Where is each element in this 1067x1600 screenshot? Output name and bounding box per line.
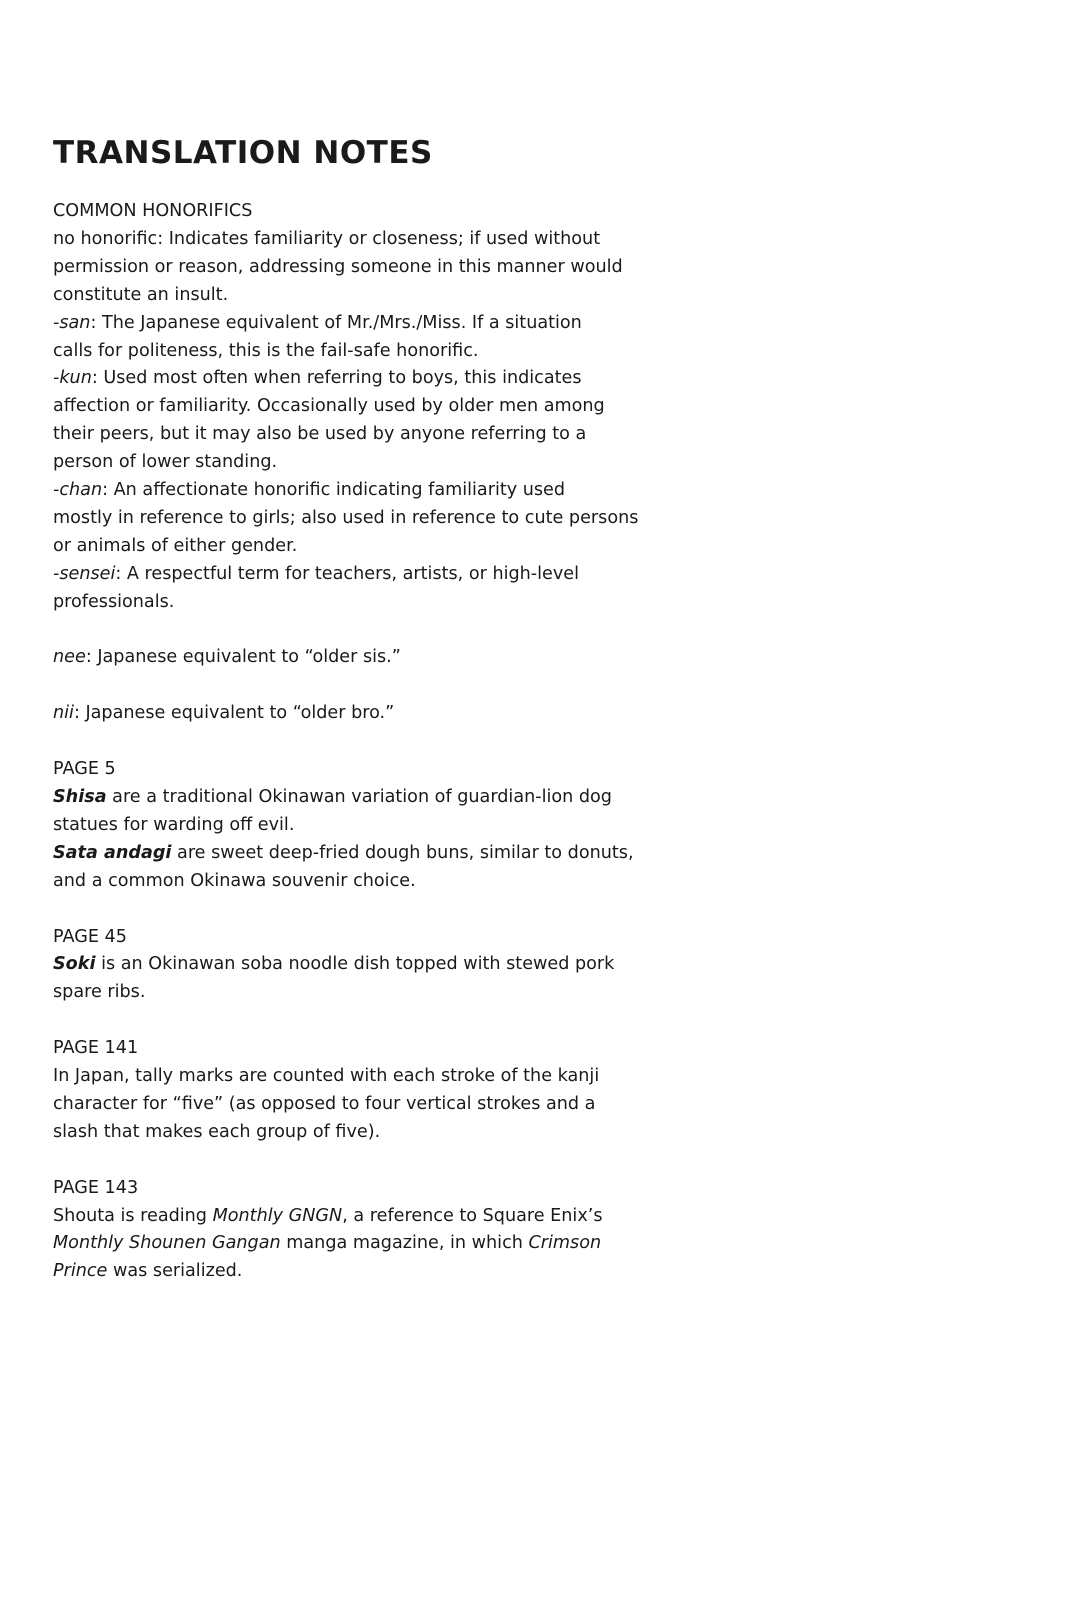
san-line-1 <box>53 310 693 338</box>
section-heading: PAGE 143 <box>53 1177 139 1198</box>
nii-note <box>53 700 693 728</box>
page-143-section <box>53 1175 693 1287</box>
shisa-line-1 <box>53 784 693 812</box>
nii-line <box>53 700 693 728</box>
page-title: TRANSLATION NOTES <box>53 135 433 171</box>
tally-line-2: character for “five” (as opposed to four vertical strokes and a <box>53 1093 596 1114</box>
gngn-line-1 <box>53 1203 693 1231</box>
page-5-section <box>53 756 693 896</box>
kun-line-3: their peers, but it may also be used by anyone referring to a <box>53 424 587 445</box>
kun-line-4: person of lower standing. <box>53 452 278 473</box>
chan-line-1 <box>53 477 693 505</box>
nee-note <box>53 644 693 672</box>
tally-line-1: In Japan, tally marks are counted with each stroke of the kanji <box>53 1066 600 1087</box>
gngn-text-a: Shouta is reading <box>53 1205 213 1226</box>
no-honorific-line-3: constitute an insult. <box>53 284 229 305</box>
chan-text-1: : An affectionate honorific indicating familiarity used <box>102 480 566 501</box>
page-45-section <box>53 924 693 1008</box>
kun-line-2: affection or familiarity. Occasionally used by older men among <box>53 396 605 417</box>
no-honorific-line-1: no honorific: Indicates familiarity or closeness; if used without <box>53 228 601 249</box>
spacer <box>53 1007 693 1035</box>
page-141-section <box>53 1035 693 1147</box>
gngn-line-2 <box>53 1230 693 1258</box>
shisa-text-1: are a traditional Okinawan variation of guardian-lion dog <box>106 786 612 807</box>
crimson-title-b: Prince <box>53 1261 108 1282</box>
chan-line-2: mostly in reference to girls; also used in reference to cute persons <box>53 507 639 528</box>
gngn-title: Monthly GNGN <box>212 1205 343 1226</box>
no-honorific-line-2: permission or reason, addressing someone in this manner would <box>53 256 623 277</box>
spacer <box>53 672 693 700</box>
nii-term: nii <box>53 703 74 724</box>
section-heading: PAGE 5 <box>53 759 116 780</box>
honorifics-section <box>53 198 693 617</box>
kun-term: -kun <box>53 368 92 389</box>
sata-term: Sata andagi <box>53 842 172 863</box>
san-term: -san <box>53 312 91 333</box>
chan-line-3: or animals of either gender. <box>53 535 298 556</box>
spacer <box>53 896 693 924</box>
gngn-text-e: was serialized. <box>107 1261 243 1282</box>
san-text-1: : The Japanese equivalent of Mr./Mrs./Miss. If a situation <box>90 312 582 333</box>
kun-line-1 <box>53 365 693 393</box>
sata-text-1: are sweet deep-fried dough buns, similar to donuts, <box>171 842 634 863</box>
section-heading: PAGE 141 <box>53 1038 139 1059</box>
soki-term: Soki <box>53 954 96 975</box>
sensei-text-1: : A respectful term for teachers, artists, or high-level <box>115 563 579 584</box>
sata-line-1 <box>53 840 693 868</box>
nee-line <box>53 644 693 672</box>
nii-text: : Japanese equivalent to “older bro.” <box>73 703 395 724</box>
soki-text-1: is an Okinawan soba noodle dish topped with stewed pork <box>95 954 615 975</box>
nee-term: nee <box>53 647 86 668</box>
sensei-line-2: professionals. <box>53 591 175 612</box>
sensei-term: -sensei <box>53 563 116 584</box>
spacer <box>53 728 693 756</box>
gngn-text-d: manga magazine, in which <box>280 1233 529 1254</box>
section-heading: PAGE 45 <box>53 926 127 947</box>
tally-line-3: slash that makes each group of five). <box>53 1121 381 1142</box>
gangan-title: Monthly Shounen Gangan <box>53 1233 281 1254</box>
sensei-line-1 <box>53 561 693 589</box>
spacer <box>53 617 693 645</box>
nee-text: : Japanese equivalent to “older sis.” <box>85 647 401 668</box>
chan-term: -chan <box>53 480 103 501</box>
kun-text-1: : Used most often when referring to boys, this indicates <box>91 368 582 389</box>
shisa-term: Shisa <box>53 786 107 807</box>
gngn-text-c: , a reference to Square Enix’s <box>342 1205 603 1226</box>
crimson-title-a: Crimson <box>528 1233 602 1254</box>
san-line-2: calls for politeness, this is the fail-safe honorific. <box>53 340 479 361</box>
soki-line-1 <box>53 951 693 979</box>
spacer <box>53 1147 693 1175</box>
shisa-line-2: statues for warding off evil. <box>53 814 295 835</box>
gngn-line-3 <box>53 1258 693 1286</box>
section-heading: COMMON HONORIFICS <box>53 201 253 221</box>
soki-line-2: spare ribs. <box>53 982 146 1003</box>
notes-body <box>53 198 693 1286</box>
sata-line-2: and a common Okinawa souvenir choice. <box>53 870 416 891</box>
